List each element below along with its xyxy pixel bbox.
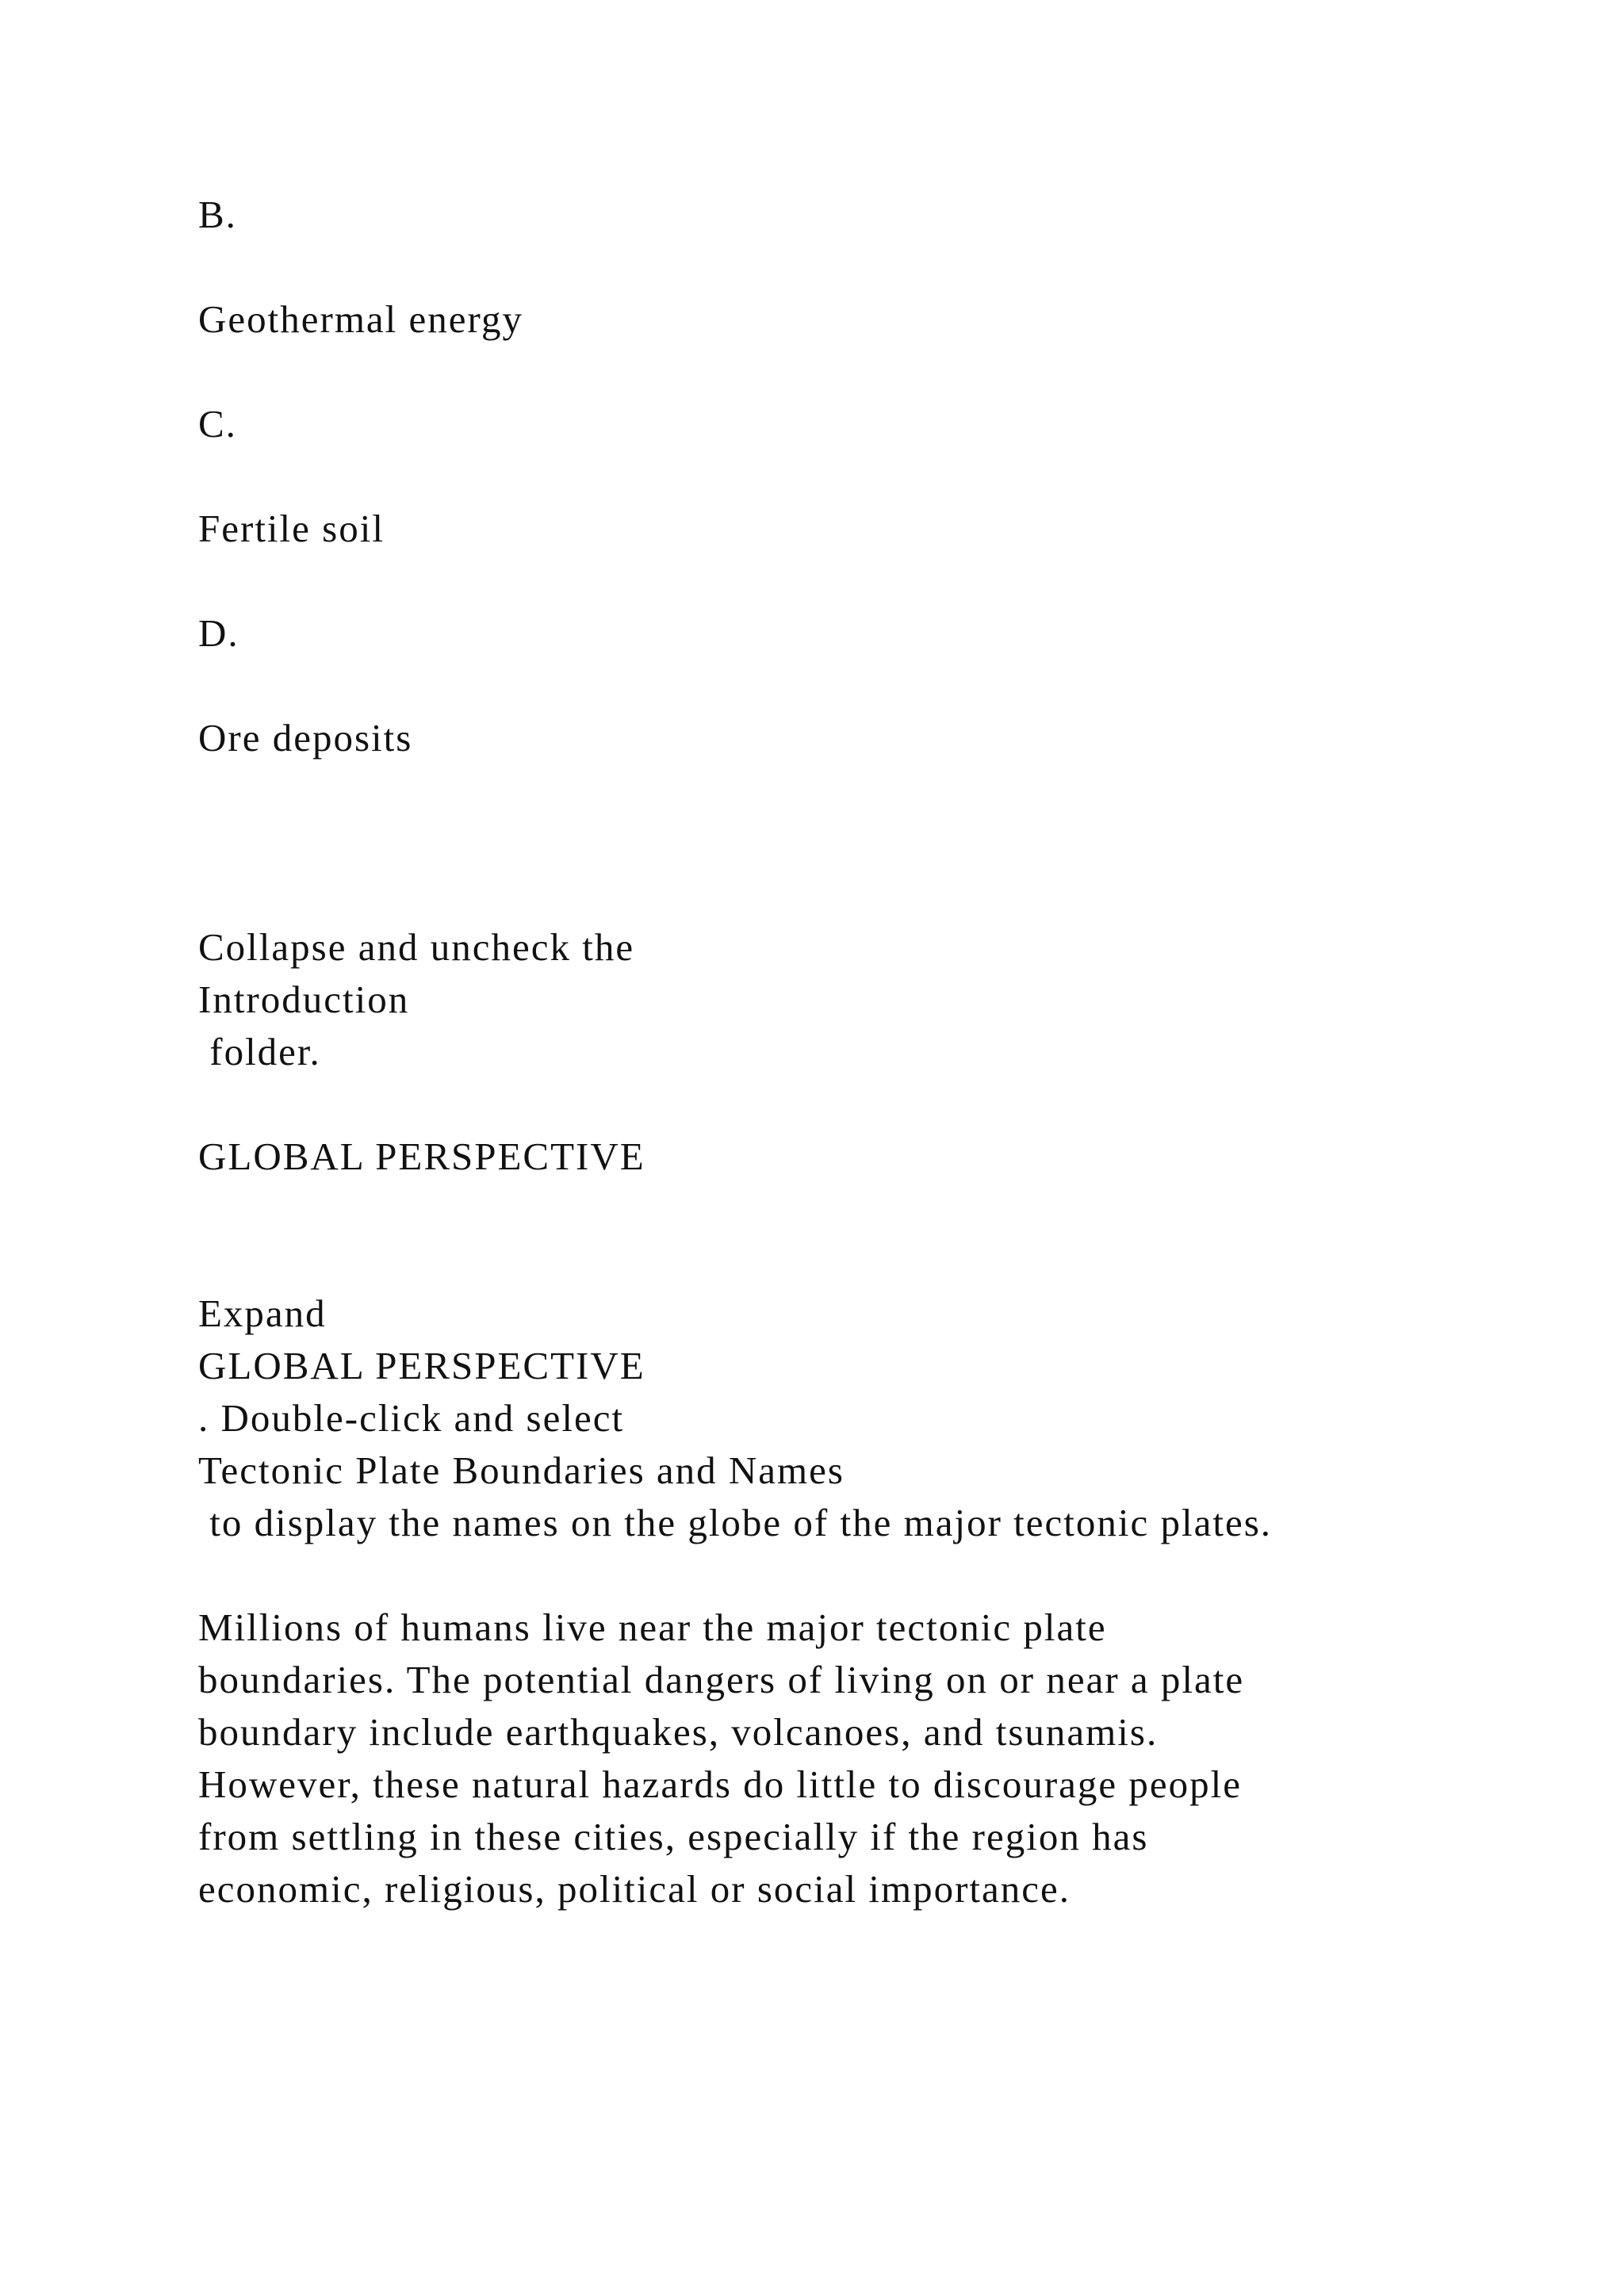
instruction-collapse-line3: folder. [198, 1030, 321, 1073]
spacer [198, 1235, 1546, 1288]
option-d-letter: D. [198, 611, 239, 655]
spacer [198, 1549, 1546, 1601]
spacer [198, 1078, 1546, 1131]
spacer [198, 555, 1546, 607]
instruction-collapse-line1: Collapse and uncheck the [198, 925, 635, 969]
spacer [198, 450, 1546, 503]
paragraph-line: boundaries. The potential dangers of living on or near a plate [198, 1658, 1245, 1701]
instruction-expand-line1: Expand [198, 1292, 327, 1335]
spacer [198, 764, 1546, 921]
instruction-expand-line4: Tectonic Plate Boundaries and Names [198, 1448, 845, 1492]
option-c-letter: C. [198, 402, 237, 446]
instruction-expand-line2: GLOBAL PERSPECTIVE [198, 1344, 645, 1387]
spacer [198, 241, 1546, 293]
option-b-text: Geothermal energy [198, 297, 523, 341]
option-c-text: Fertile soil [198, 507, 385, 550]
instruction-expand-line5: to display the names on the globe of the major tectonic plates. [198, 1501, 1273, 1544]
option-b-letter: B. [198, 193, 237, 236]
spacer [198, 1183, 1546, 1235]
paragraph-line: economic, religious, political or social importance. [198, 1867, 1071, 1911]
instruction-expand-line3: . Double-click and select [198, 1396, 625, 1440]
document-body [198, 189, 1546, 1915]
paragraph-line: However, these natural hazards do little to discourage people [198, 1762, 1243, 1806]
instruction-collapse-line2: Introduction [198, 978, 410, 1021]
paragraph-line: boundary include earthquakes, volcanoes, and tsunamis. [198, 1710, 1159, 1754]
section-heading: GLOBAL PERSPECTIVE [198, 1135, 645, 1178]
spacer [198, 346, 1546, 398]
paragraph-line: Millions of humans live near the major tectonic plate [198, 1605, 1107, 1649]
spacer [198, 660, 1546, 712]
paragraph-line: from settling in these cities, especially if the region has [198, 1815, 1149, 1858]
option-d-text: Ore deposits [198, 716, 413, 760]
